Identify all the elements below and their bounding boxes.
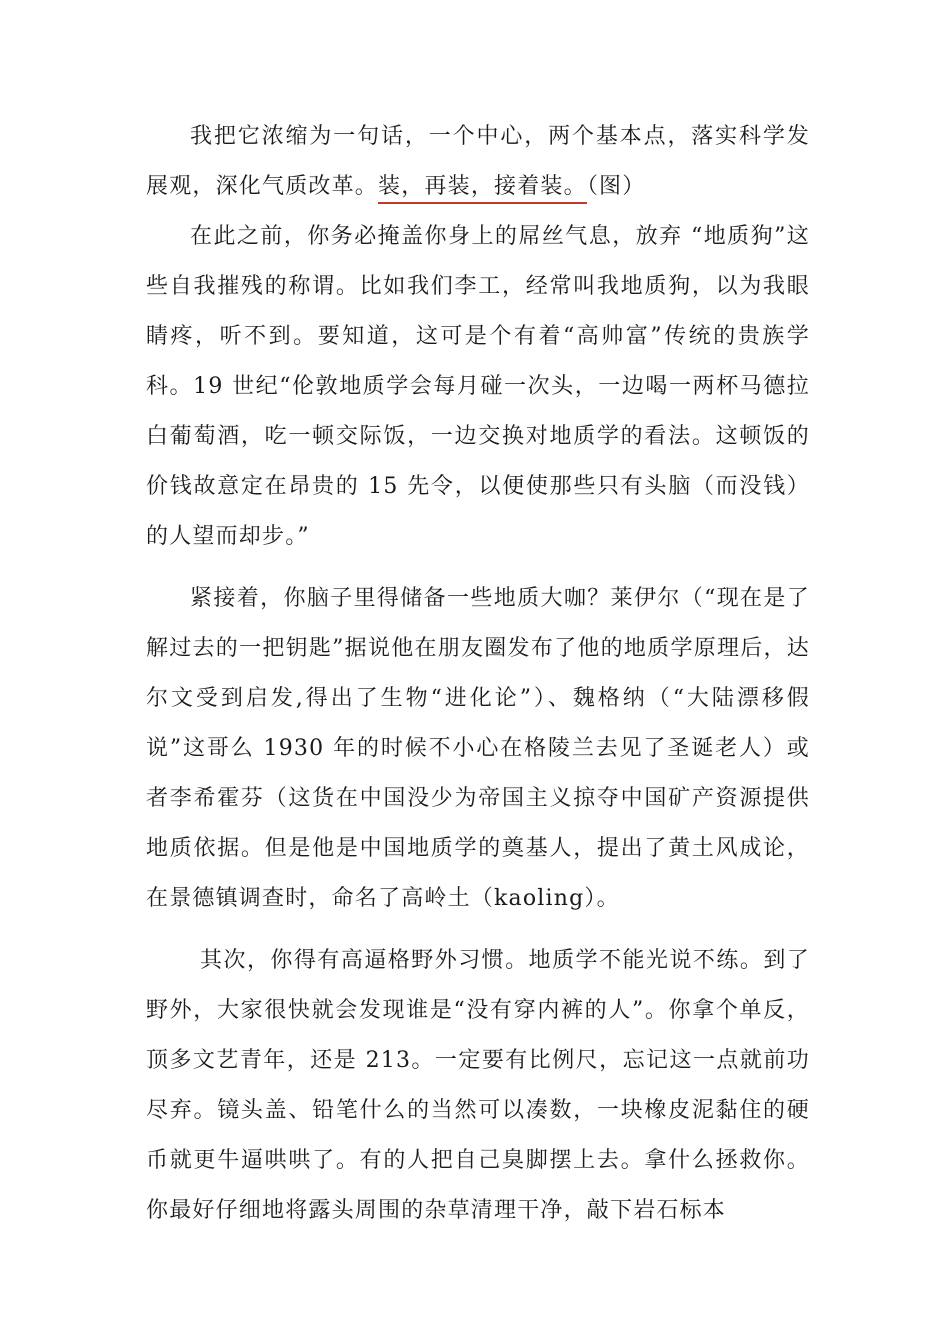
- paragraph-1-text: 我把它浓缩为一句话，一个中心，两个基本点，落实科学发展观，深化气质改革。: [146, 124, 810, 199]
- document-body: [146, 112, 810, 1236]
- paragraph-2-text: 在此之前，你务必掩盖你身上的屌丝气息，放弃 “地质狗”这些自我摧残的称谓。比如我们李工，经常叫我地质狗，以为我眼睛疼，听不到。要知道，这可是个有着“高帅富”传统的贵族学科。19 世纪“伦敦地质学会每月碰一次头，一边喝一两杯马德拉白葡萄酒，吃一顿交际饭，一边交换对地质学的看法。这顿饭的价钱故意定在昂贵的 15 先令，以便使那些只有头脑（而没钱）的人望而却步。”: [146, 224, 810, 549]
- paragraph-3-text: 紧接着，你脑子里得储备一些地质大咖？莱伊尔（“现在是了解过去的一把钥匙”据说他在朋友圈发布了他的地质学原理后，达尔文受到启发,得出了生物“进化论”）、魏格纳（“大陆漂移假说”这哥么 1930 年的时候不小心在格陵兰去见了圣诞老人）或者李希霍芬（这货在中国没少为帝国主义掠夺中国矿产资源提供地质依据。但是他是中国地质学的奠基人，提出了黄土风成论，在景德镇调查时，命名了高岭土（kaoling）。: [146, 586, 810, 911]
- paragraph-4-text: 其次，你得有高逼格野外习惯。地质学不能光说不练。到了野外，大家很快就会发现谁是“没有穿内裤的人”。你拿个单反，顶多文艺青年，还是 213。一定要有比例尺，忘记这一点就前功尽弃。镜头盖、铅笔什么的当然可以凑数，一块橡皮泥黏住的硬币就更牛逼哄哄了。有的人把自己臭脚摆上去。拿什么拯救你。 你最好仔细地将露头周围的杂草清理干净，敲下岩石标本: [146, 948, 810, 1223]
- paragraph-3: [146, 574, 810, 924]
- paragraph-1: [146, 112, 810, 212]
- paragraph-4: [146, 936, 810, 1236]
- underlined-phrase: 装，再装，接着装。: [378, 174, 587, 204]
- paragraph-2: [146, 212, 810, 562]
- figure-reference: （图）: [586, 174, 646, 199]
